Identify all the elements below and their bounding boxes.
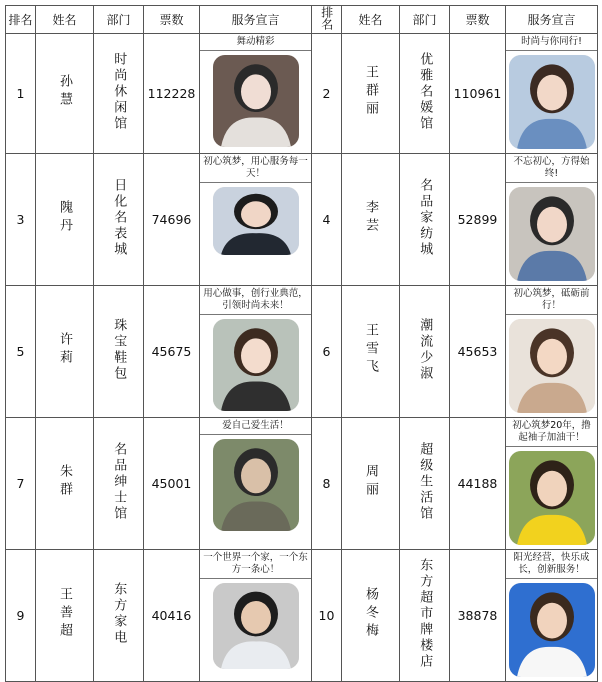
votes-cell — [144, 550, 200, 682]
name-cell — [342, 34, 400, 154]
vote-count: 74696 — [151, 212, 192, 227]
slogan-cell — [200, 154, 312, 286]
name-cell — [36, 154, 94, 286]
name-cell — [342, 154, 400, 286]
votes-cell — [450, 286, 506, 418]
slogan-cell — [200, 34, 312, 154]
name-cell — [36, 550, 94, 682]
ranking-row — [6, 550, 598, 682]
staff-photo — [213, 583, 299, 669]
person-name: 许莉 — [57, 332, 72, 368]
votes-cell — [144, 154, 200, 286]
ranking-row — [6, 154, 598, 286]
staff-photo — [213, 439, 299, 531]
staff-photo — [509, 451, 595, 545]
slogan-cell — [506, 550, 598, 682]
header-row — [6, 6, 598, 34]
dept-cell — [94, 286, 144, 418]
person-name: 隗丹 — [57, 200, 72, 236]
ranking-table — [5, 5, 598, 682]
staff-photo — [509, 583, 595, 677]
header-rank-2: 排名 — [312, 6, 342, 34]
dept-cell — [94, 154, 144, 286]
dept-cell — [400, 154, 450, 286]
header-slogan-2: 服务宣言 — [506, 6, 598, 34]
service-slogan: 初心筑梦，用心服务每一天！ — [200, 154, 311, 183]
rank-value: 1 — [16, 86, 25, 101]
person-name: 王群丽 — [363, 65, 378, 119]
person-name: 王雪飞 — [363, 323, 378, 377]
votes-cell — [450, 418, 506, 550]
votes-cell — [144, 418, 200, 550]
slogan-cell — [200, 550, 312, 682]
rank-cell — [312, 550, 342, 682]
service-slogan: 一个世界一个家，一个东方一条心！ — [200, 550, 311, 579]
department-name: 日化名表城 — [111, 178, 127, 258]
person-name: 杨冬梅 — [363, 587, 378, 641]
person-name: 王善超 — [57, 587, 72, 641]
dept-cell — [94, 418, 144, 550]
rank-cell — [6, 550, 36, 682]
rank-cell — [312, 34, 342, 154]
header-name: 姓名 — [36, 6, 94, 34]
department-name: 东方家电 — [111, 582, 127, 646]
name-cell — [36, 418, 94, 550]
dept-cell — [94, 34, 144, 154]
person-name: 周丽 — [363, 464, 378, 500]
name-cell — [342, 286, 400, 418]
name-cell — [342, 550, 400, 682]
header-dept: 部门 — [94, 6, 144, 34]
dept-cell — [94, 550, 144, 682]
staff-photo — [509, 55, 595, 149]
department-name: 珠宝鞋包 — [111, 318, 127, 382]
vote-count: 110961 — [453, 86, 502, 101]
rank-value: 7 — [16, 476, 25, 491]
rank-cell — [312, 286, 342, 418]
department-name: 名品家纺城 — [417, 178, 433, 258]
rank-cell — [6, 286, 36, 418]
dept-cell — [400, 286, 450, 418]
rank-cell — [312, 418, 342, 550]
header-votes: 票数 — [144, 6, 200, 34]
vote-count: 45001 — [151, 476, 192, 491]
service-slogan: 初心筑梦，砥砺前行！ — [506, 286, 597, 315]
votes-cell — [450, 550, 506, 682]
vote-count: 44188 — [457, 476, 498, 491]
ranking-row — [6, 418, 598, 550]
name-cell — [36, 34, 94, 154]
votes-cell — [450, 34, 506, 154]
ranking-row — [6, 286, 598, 418]
dept-cell — [400, 550, 450, 682]
vote-count: 112228 — [147, 86, 196, 101]
header-slogan: 服务宣言 — [200, 6, 312, 34]
department-name: 超级生活馆 — [417, 442, 433, 522]
votes-cell — [450, 154, 506, 286]
vote-count: 40416 — [151, 608, 192, 623]
rank-cell — [6, 154, 36, 286]
dept-cell — [400, 418, 450, 550]
person-name: 孙慧 — [57, 74, 72, 110]
rank-value: 8 — [322, 476, 331, 491]
rank-cell — [312, 154, 342, 286]
name-cell — [342, 418, 400, 550]
service-slogan: 时尚与你同行! — [506, 34, 597, 51]
department-name: 潮流少淑 — [417, 318, 433, 382]
rank-value: 9 — [16, 608, 25, 623]
slogan-cell — [506, 154, 598, 286]
rank-cell — [6, 34, 36, 154]
service-slogan: 阳光经营，快乐成长，创新服务！ — [506, 550, 597, 579]
staff-photo — [213, 55, 299, 147]
rank-value: 4 — [322, 212, 331, 227]
vote-count: 52899 — [457, 212, 498, 227]
name-cell — [36, 286, 94, 418]
slogan-cell — [506, 286, 598, 418]
vote-count: 38878 — [457, 608, 498, 623]
votes-cell — [144, 286, 200, 418]
header-dept-2: 部门 — [400, 6, 450, 34]
service-slogan: 舞动精彩 — [200, 34, 311, 51]
header-rank: 排名 — [6, 6, 36, 34]
rank-value: 6 — [322, 344, 331, 359]
votes-cell — [144, 34, 200, 154]
header-name-2: 姓名 — [342, 6, 400, 34]
slogan-cell — [200, 418, 312, 550]
slogan-cell — [200, 286, 312, 418]
service-slogan: 爱自己爱生活！ — [200, 418, 311, 435]
service-slogan: 不忘初心，方得始终! — [506, 154, 597, 183]
dept-cell — [400, 34, 450, 154]
staff-photo — [213, 319, 299, 411]
department-name: 时尚休闲馆 — [111, 52, 127, 132]
person-name: 朱群 — [57, 464, 72, 500]
rank-cell — [6, 418, 36, 550]
rank-value: 3 — [16, 212, 25, 227]
department-name: 东方超市牌楼店 — [417, 558, 433, 670]
slogan-cell — [506, 34, 598, 154]
ranking-row — [6, 34, 598, 154]
rank-value: 10 — [318, 608, 335, 623]
header-votes-2: 票数 — [450, 6, 506, 34]
rank-value: 5 — [16, 344, 25, 359]
department-name: 优雅名媛馆 — [417, 52, 433, 132]
person-name: 李芸 — [363, 200, 378, 236]
service-slogan: 用心做事，创行业典范，引领时尚未来！ — [200, 286, 311, 315]
department-name: 名品绅士馆 — [111, 442, 127, 522]
service-slogan: 初心筑梦20年，撸起袖子加油干！ — [506, 418, 597, 447]
slogan-cell — [506, 418, 598, 550]
vote-count: 45653 — [457, 344, 498, 359]
staff-photo — [213, 187, 299, 255]
staff-photo — [509, 319, 595, 413]
rank-value: 2 — [322, 86, 331, 101]
staff-photo — [509, 187, 595, 281]
vote-count: 45675 — [151, 344, 192, 359]
